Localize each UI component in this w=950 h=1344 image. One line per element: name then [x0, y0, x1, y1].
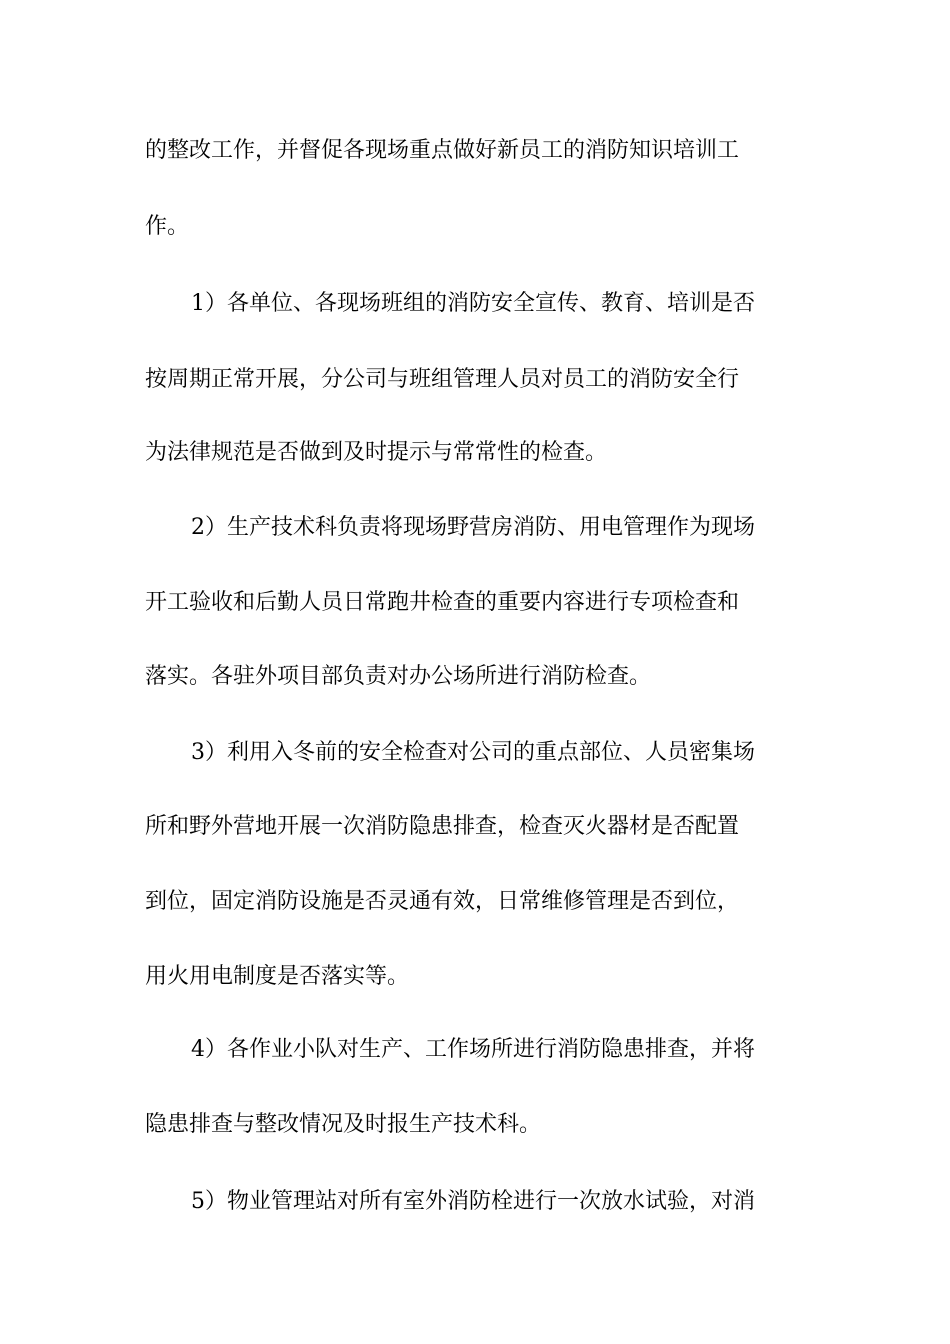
text-line: 落实。各驻外项目部负责对办公场所进行消防检查。 [145, 664, 652, 689]
paragraph-1-line: 1）各单位、各现场班组的消防安全宣传、教育、培训是否 [191, 291, 755, 316]
text-line: 到位，固定消防设施是否灵通有效，日常维修管理是否到位， [145, 889, 740, 914]
text-line: 作。 [145, 214, 190, 239]
paragraph-5-line: 5）物业管理站对所有室外消防栓进行一次放水试验，对消 [191, 1189, 755, 1214]
text-line: 开工验收和后勤人员日常跑井检查的重要内容进行专项检查和 [145, 590, 740, 615]
text-line: 所和野外营地开展一次消防隐患排查，检查灭火器材是否配置 [145, 814, 740, 839]
text-line: 的整改工作，并督促各现场重点做好新员工的消防知识培训工 [145, 138, 740, 163]
text-line: 用火用电制度是否落实等。 [145, 964, 410, 989]
paragraph-2-line: 2）生产技术科负责将现场野营房消防、用电管理作为现场 [191, 515, 755, 540]
text-line: 按周期正常开展，分公司与班组管理人员对员工的消防安全行 [145, 367, 740, 392]
paragraph-3-line: 3）利用入冬前的安全检查对公司的重点部位、人员密集场 [191, 740, 755, 765]
text-line: 为法律规范是否做到及时提示与常常性的检查。 [145, 440, 608, 465]
paragraph-4-line: 4）各作业小队对生产、工作场所进行消防隐患排查，并将 [191, 1037, 755, 1062]
text-line: 隐患排查与整改情况及时报生产技术科。 [145, 1112, 542, 1137]
